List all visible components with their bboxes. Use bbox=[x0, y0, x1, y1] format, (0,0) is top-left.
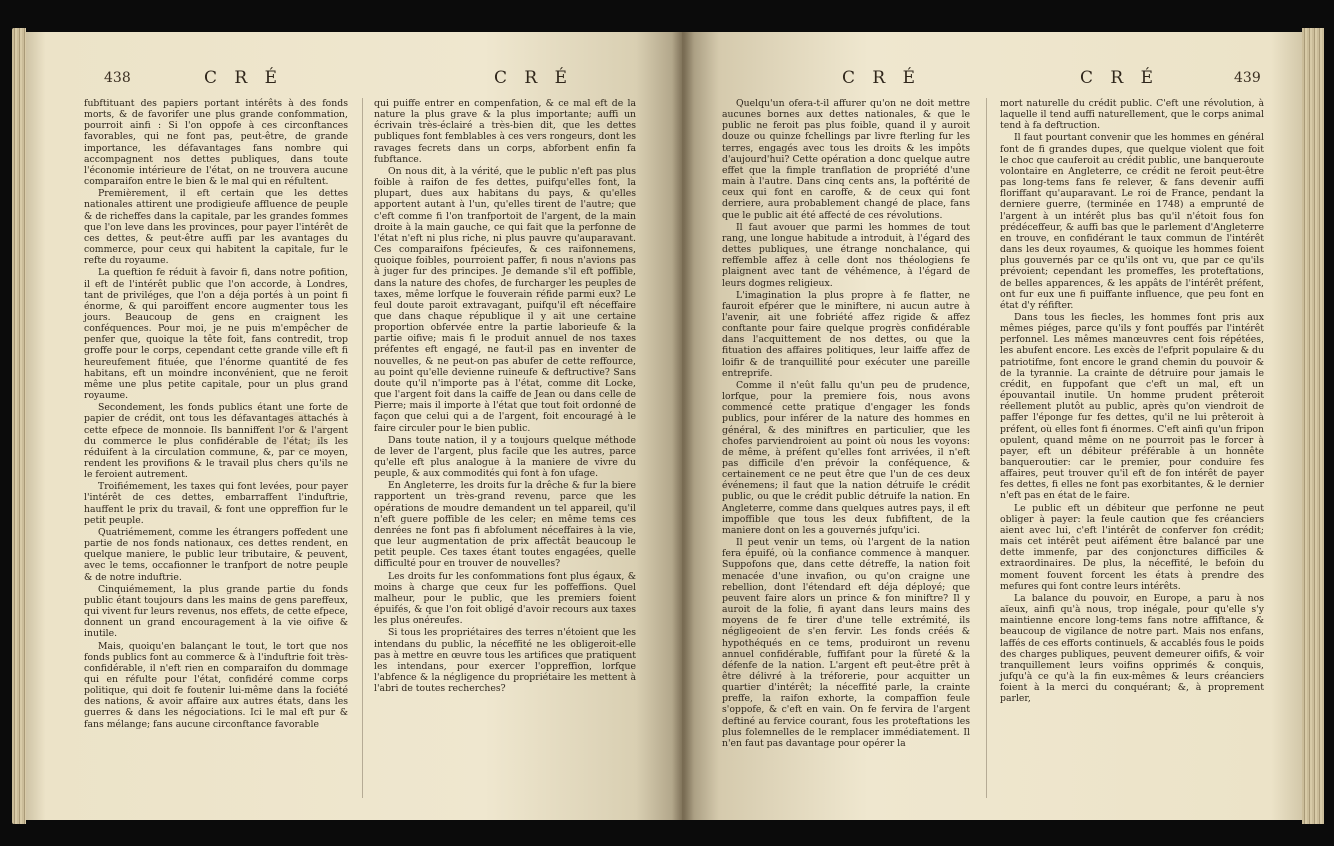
headword-left-col2: C R É bbox=[494, 68, 574, 88]
page-number-left: 438 bbox=[104, 70, 131, 86]
paragraph: Comme il n'eût fallu qu'un peu de prudence, lorfque, pour la premiere fois, nous avons commencé cette pratique d'engager les fonds publics, pour inférer de la nature des hommes en général, & des miniftres en particulier, que les chofes parviendroient au point où nous les voyons: de même, à préfent qu'elles font arrivées, il n'eft pas difficile d'en prévoir la conféquence, & certainement ce ne peut être que l'un de ces deux événemens; il faut que la nation détruife le crédit public, ou que le crédit public détruife la nation. En Angleterre, comme dans quelques autres pays, il eft impoffible que tous les deux fubfiftent, de la maniere dont on les a gouvernés jufqu'ici. bbox=[722, 379, 970, 536]
paragraph: Cinquiémement, la plus grande partie du fonds public étant toujours dans les mains de gens pareffeux, qui vivent fur leurs revenus, nos effets, de cette efpece, donnent un grand encouragement à la vie oifive & inutile. bbox=[84, 583, 348, 640]
text-column-4 bbox=[1000, 98, 1264, 705]
right-page-edges bbox=[1302, 28, 1324, 824]
right-page bbox=[682, 32, 1302, 820]
left-running-head bbox=[26, 68, 682, 92]
paragraph: Il faut avouer que parmi les hommes de tout rang, une longue habitude a introduit, à l'égard des dettes publiques, une étrange nonchalance, qui reffemble affez à celle dont nos théologiens fe plaignent avec tant de véhémence, à l'égard de leurs dogmes religieux. bbox=[722, 221, 970, 289]
paragraph: Il peut venir un tems, où l'argent de la nation fera épuifé, où la confiance commence à manquer. Suppofons que, dans cette détreffe, la nation foit menacée d'une invafion, ou qu'on craigne une rebellion, dont l'étendard eft déja déployé; que peuvent faire alors un prince & fon miniftre? Il y auroit de la folie, fi ayant dans leurs mains des moyens de fe tirer d'une telle extrémité, ils négligeoient de s'en fervir. Les fonds créés & hypothéqués en ce tems, produiront un revenu annuel confidérable, fuffifant pour la fûreté & la défenfe de la nation. L'argent eft peut-être prêt à être délivré à la tréforerie, pour acquitter un quartier d'intérêt; la néceffité parle, la crainte preffe, la raifon exhorte, la compaffion feule s'oppofe, & c'eft en vain. On fe fervira de l'argent deftiné au fervice courant, fous les proteftations les plus folemnelles de le remplacer immédiatement. Il n'en faut pas davantage pour opérer la bbox=[722, 537, 970, 749]
paragraph: Le public eft un débiteur que perfonne ne peut obliger à payer: la feule caution que fes créanciers aient avec lui, c'eft l'intérêt de conferver fon crédit; mais cet intérêt peut aifément être balancé par une dette immenfe, par des conjonctures difficiles & extraordinaires. De plus, la néceffité, le befoin du moment fouvent forcent les états à prendre des mefures qui font contre leurs intérêts. bbox=[1000, 502, 1264, 592]
paragraph: L'imagination la plus propre à fe flatter, ne fauroit efpérer que le miniftere, ni aucun autre à l'avenir, ait une fobriété affez rigide & affez conftante pour faire quelque progrès confidérable dans l'acquittement de nos dettes, ou que la fituation des affaires politiques, leur laiffe affez de loifir & de tranquillité pour exécuter une pareille entreprife. bbox=[722, 289, 970, 379]
paragraph: Secondement, les fonds publics étant une forte de papier de crédit, ont tous les défavantages attachés à cette efpece de monnoie. Ils banniffent l'or & l'argent du commerce le plus confidérable de l'état; ils les réduifent à la circulation commune, &, par ce moyen, rendent les provifions & le travail plus chers qu'ils ne le feroient autrement. bbox=[84, 402, 348, 481]
left-page-edges bbox=[12, 28, 26, 824]
text-column-2 bbox=[374, 98, 636, 695]
paragraph: Si tous les propriétaires des terres n'étoient que les intendans du public, la néceffité ne les obligeroit-elle pas à mettre en œuvre tous les artifices que pratiquent les intendans, pour exercer l'oppreffion, lorfque l'abfence & la négligence du propriétaire les mettent à l'abri de toutes recherches? bbox=[374, 627, 636, 695]
page-number-right: 439 bbox=[1234, 70, 1261, 86]
page-stain bbox=[266, 412, 326, 452]
paragraph: mort naturelle du crédit public. C'eft une révolution, à laquelle il tend auffi naturellement, que le corps animal tend à fa deftruction. bbox=[1000, 98, 1264, 132]
paragraph: En Angleterre, les droits fur la drêche & fur la biere rapportent un très-grand revenu, parce que les opérations de moudre demandent un tel appareil, qu'il n'eft guere poffible de les celer; en même tems ces denrées ne font pas fi abfolument néceffaires à la vie, que leur augmentation de prix affectât beaucoup le petit peuple. Ces taxes étant toutes engagées, quelle difficulté pour en trouver de nouvelles? bbox=[374, 480, 636, 570]
left-page bbox=[26, 32, 682, 820]
paragraph: La balance du pouvoir, en Europe, a paru à nos aïeux, ainfi qu'à nous, trop inégale, pour qu'elle s'y maintienne encore long-tems fans notre affiftance, & beaucoup de vigilance de notre part. Mais nos enfans, laffés de ces efforts continuels, & accablés fous le poids des charges publiques, peuvent demeurer oififs, & voir tranquillement leurs voifins opprimés & conquis, jufqu'à ce qu'à la fin eux-mêmes & leurs créanciers foient à la merci du conquérant; &, à proprement parler, bbox=[1000, 592, 1264, 705]
headword-right-col2: C R É bbox=[1080, 68, 1160, 88]
paragraph: Dans tous les fiecles, les hommes font pris aux mêmes piéges, parce qu'ils y font pouffés par l'intérêt perfonnel. Les mêmes manœuvres cent fois répétées, les abufent encore. Les excès de l'efprit populaire & du patriotifme, font encore le grand chemin du pouvoir & de la tyrannie. La crainte de détruire pour jamais le crédit, en fuppofant que c'eft un mal, eft un épouvantail inutile. Un homme prudent prêteroit réellement plutôt au public, après qu'on viendroit de paffer l'éponge fur fes dettes, qu'il ne lui prêteroit à préfent, où elles font fi énormes. C'eft ainfi qu'un fripon opulent, quand même on ne pourroit pas le forcer à payer, eft un débiteur préférable à un honnête banqueroutier: car le premier, pour conduire fes affaires, peut trouver qu'il eft de fon intérêt de payer fes dettes, fi elles ne font pas exorbitantes, & le dernier n'eft pas en état de le faire. bbox=[1000, 311, 1264, 502]
column-rule bbox=[986, 98, 987, 798]
column-rule bbox=[362, 98, 363, 798]
paragraph: Dans toute nation, il y a toujours quelque méthode de lever de l'argent, plus facile que les autres, parce qu'elle eft plus analogue à la maniere de vivre du peuple, & aux commodités qui font à fon ufage. bbox=[374, 434, 636, 480]
paragraph: Il faut pourtant convenir que les hommes en général font de fi grandes dupes, que quelque violent que foit le choc que cauferoit au crédit public, une banqueroute volontaire en Angleterre, ce crédit ne feroit peut-être pas long-tems fans fe relever, & fans devenir auffi floriffant qu'auparavant. Le roi de France, pendant la derniere guerre, (terminée en 1748) a emprunté de l'argent à un intérêt plus bas qu'il n'étoit fous fon prédéceffeur, & auffi bas que le parlement d'Angleterre en trouve, en confidérant le taux commun de l'intérêt dans les deux royaumes, & quoique les hommes foient plus gouvernés par ce qu'ils ont vu, que par ce qu'ils prévoient; cependant les promeffes, les proteftations, de belles apparences, & les appâts de l'intérêt préfent, ont fur eux une fi puiffante influence, que peu font en état d'y réfifter. bbox=[1000, 132, 1264, 311]
paragraph: qui puiffe entrer en compenfation, & ce mal eft de la nature la plus grave & la plus importante; auffi un écrivain très-éclairé a très-bien dit, que les dettes publiques font femblables à ces vers rongeurs, dont les ravages fecrets dans un corps, abforbent enfin fa fubftance. bbox=[374, 98, 636, 165]
paragraph: Quatriémement, comme les étrangers poffedent une partie de nos fonds nationaux, ces dettes rendent, en quelque maniere, le public leur tributaire, & peuvent, avec le tems, occafionner le tranfport de notre peuple & de notre induftrie. bbox=[84, 526, 348, 583]
paragraph: Les droits fur les confommations font plus égaux, & moins à charge que ceux fur les poffeffions. Quel malheur, pour le public, que les premiers foient épuifés, & que l'on foit obligé d'avoir recours aux taxes les plus onéreufes. bbox=[374, 570, 636, 627]
paragraph: Troifiémement, les taxes qui font levées, pour payer l'intérêt de ces dettes, embarraffent l'induftrie, hauffent le prix du travail, & font une oppreffion fur le petit peuple. bbox=[84, 481, 348, 526]
headword-left-col1: C R É bbox=[204, 68, 284, 88]
paragraph: On nous dit, à la vérité, que le public n'eft pas plus foible à raifon de fes dettes, puifqu'elles font, la plupart, dues aux habitans du pays, & qu'elles apportent autant à l'un, qu'elles tirent de l'autre; que c'eft comme fi l'on tranfportoit de l'argent, de la main droite à la main gauche, ce qui fait que la perfonne de l'état n'eft ni plus riche, ni plus pauvre qu'auparavant. Ces comparaifons fpécieufes, & ces raifonnemens, quoique foibles, pourroient paffer, fi nous n'avions pas à juger fur des principes. Je demande s'il eft poffible, dans la nature des chofes, de furcharger les peuples de taxes, même lorfque le fouverain réfide parmi eux? Le feul doute paroit extravagant, puifqu'il eft néceffaire que dans chaque république il y ait une certaine proportion obfervée entre la partie laborieufe & la partie oifive; mais fi le produit annuel de nos taxes préfentes eft engagé, ne faut-il pas en inventer de nouvelles, & ne peut-on pas abufer de cette reffource, au point qu'elle devienne ruineufe & deftructive? Sans doute qu'il n'importe pas à l'état, comme dit Locke, que l'argent foit dans la caiffe de Jean ou dans celle de Pierre; mais il importe à l'état que tout foit ordonné de façon que celui qui a de l'argent, foit encouragé à le faire circuler pour le bien public. bbox=[374, 165, 636, 434]
paragraph: Quelqu'un ofera-t-il affurer qu'on ne doit mettre aucunes bornes aux dettes nationales, & que le public ne feroit pas plus foible, quand il y auroit douze ou quinze fchellings par livre fterling fur les terres, engagés avec tous les droits & les impôts d'aujourd'hui? Cette opération a donc quelque autre effet que la fimple tranflation de propriété d'une main à l'autre. Dans cinq cents ans, la poftérité de ceux qui font en caroffe, & de ceux qui font derriere, aura probablement changé de place, fans que le public ait été affecté de ces révolutions. bbox=[722, 98, 970, 221]
paragraph: fubftituant des papiers portant intérêts à des fonds morts, & de favorifer une plus grande confommation, pourroit ainfi : Si l'on oppofe à ces circonftances favorables, qui ne font pas, peut-être, de grande importance, les défavantages fans nombre qui accompagnent nos dettes publiques, dans toute l'économie intérieure de l'état, on ne trouvera aucune comparaifon entre le bien & le mal qui en réfultent. bbox=[84, 98, 348, 188]
paragraph: La queftion fe réduit à favoir fi, dans notre pofition, il eft de l'intérêt public que l'on accorde, à Londres, tant de priviléges, que l'on a déja portés à un point fi énorme, & qui paroiffent encore augmenter tous les jours. Beaucoup de gens en craignent les conféquences. Pour moi, je ne puis m'empêcher de penfer que, quoique la tête foit, fans contredit, trop groffe pour le corps, cependant cette grande ville eft fi heureufement fituée, que l'énorme quantité de fes habitans, eft un moindre inconvénient, que ne feroit même une plus petite capitale, pour un plus grand royaume. bbox=[84, 267, 348, 402]
open-book bbox=[12, 20, 1324, 830]
book-gutter bbox=[672, 32, 694, 820]
text-column-3 bbox=[722, 98, 970, 750]
paragraph: Mais, quoiqu'en balançant le tout, le tort que nos fonds publics font au commerce & à l'induftrie foit très-confidérable, il n'eft rien en comparaifon du dommage qui en réfulte pour l'état, confidéré comme corps politique, qui doit fe foutenir lui-même dans la fociété des nations, & avoir affaire aux autres états, dans les guerres & dans les négociations. Ici le mal eft pur & fans mélange; fans aucune circonftance favorable bbox=[84, 640, 348, 730]
paragraph: Premièrement, il eft certain que les dettes nationales attirent une prodigieufe affluence de peuple & de richeffes dans la capitale, par les grandes fommes que l'on leve dans les provinces, pour payer l'intérêt de ces dettes, & peut-être auffi par les avantages du commerce, pour ceux qui habitent la capitale, fur le refte du royaume. bbox=[84, 188, 348, 267]
headword-right-col1: C R É bbox=[842, 68, 922, 88]
right-running-head bbox=[682, 68, 1302, 92]
